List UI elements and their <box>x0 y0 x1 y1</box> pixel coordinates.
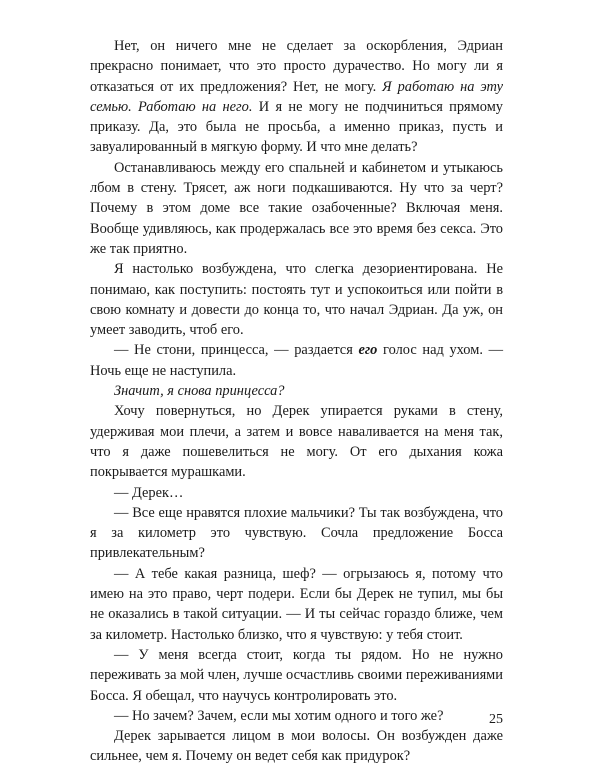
paragraph: Я настолько возбуждена, что слегка дезориентирована. Не понимаю, как поступить: постоять тут и успокоиться или пойти в свою комнату и довести до конца то, что начал Эдриан. Да уж, он умеет заводить, чтоб его. <box>90 261 503 339</box>
paragraph: — Все еще нравятся плохие мальчики? Ты так возбуждена, что я за километр это чувствую. Сочла предложение Босса привлекательным? <box>90 504 503 562</box>
paragraph: — Не стони, принцесса, — раздается его голос над ухом. — Ночь еще не наступила. <box>90 342 503 379</box>
paragraph: — Дерек… <box>114 484 184 501</box>
paragraph: — Но зачем? Зачем, если мы хотим одного и того же? <box>114 707 444 724</box>
paragraph: Значит, я снова принцесса? <box>114 383 285 400</box>
paragraph: Хочу повернуться, но Дерек упирается руками в стену, удерживая мои плечи, а затем и вовсе наваливается на меня так, что я даже пошевелиться не могу. От его дыхания кожа покрывается мурашками. <box>90 403 503 481</box>
paragraph: Нет, он ничего мне не сделает за оскорбления, Эдриан прекрасно понимает, что это просто дурачество. Но могу ли я отказаться от их предложения? Нет, не могу. Я работаю на эту семью. Работаю на него. И я не могу не подчиниться прямому приказу. Да, это была не просьба, а именно приказ, пусть и завуалированный в мягкую форму. И что мне делать? <box>90 38 503 156</box>
paragraph: Дерек зарывается лицом в мои волосы. Он возбужден даже сильнее, чем я. Почему он ведет себя как придурок? <box>90 728 503 765</box>
body-text <box>90 36 503 767</box>
paragraph: — У меня всегда стоит, когда ты рядом. Но не нужно переживать за мой член, лучше осчастливь своими переживаниями Босса. Я обещал, что научусь контролировать это. <box>90 646 503 704</box>
page-number: 25 <box>489 712 503 727</box>
paragraph: — А тебе какая разница, шеф? — огрызаюсь я, потому что имею на это право, черт подери. Если бы Дерек не тупил, мы бы не оказались в такой ситуации. — И ты сейчас гораздо ближе, чем за километр. Настолько близко, что я чувствую: у тебя стоит. <box>90 565 503 643</box>
paragraph: Останавливаюсь между его спальней и кабинетом и утыкаюсь лбом в стену. Трясет, аж ноги подкашиваются. Ну что за черт? Почему в этом доме все такие озабоченные? Включая меня. Вообще удивляюсь, как продержалась все это время без секса. Это же так приятно. <box>90 159 503 257</box>
